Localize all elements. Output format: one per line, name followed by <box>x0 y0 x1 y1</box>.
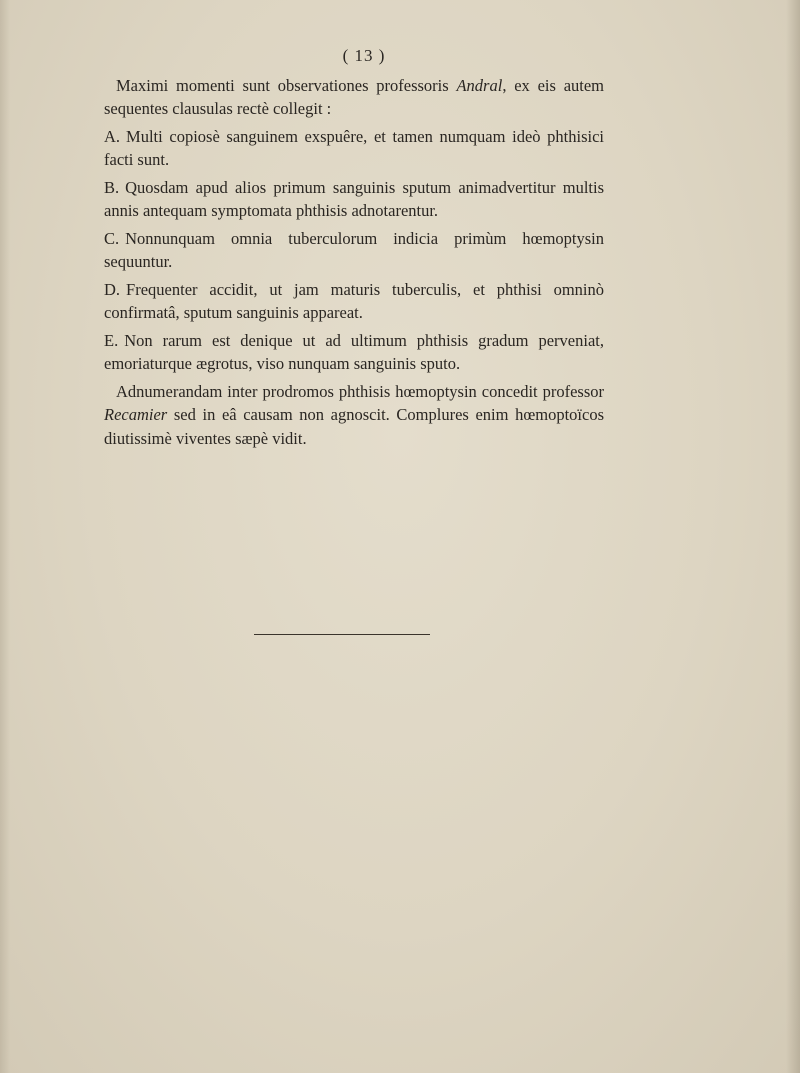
item-text: Multi copiosè sanguinem exspuêre, et tamen numquam ideò phthisici facti sunt. <box>104 126 604 169</box>
author-name-andral: Andral <box>456 75 503 95</box>
closing-text-start: Adnumerandam inter prodromos phthisis hœmoptysin concedit professor <box>116 381 604 401</box>
list-item <box>104 227 604 274</box>
item-letter: D. <box>104 279 121 299</box>
closing-text-end: sed in eâ causam non agnoscit. Complures enim hœmoptoïcos diutissimè viventes sæpè vidit. <box>104 405 604 448</box>
page-right-edge <box>786 0 800 1073</box>
section-divider <box>254 634 430 635</box>
page-number: ( 13 ) <box>342 46 386 65</box>
list-item <box>104 176 604 223</box>
intro-paragraph <box>104 74 604 121</box>
item-text: Quosdam apud alios primum sanguinis sputum animadvertitur multis annis antequam symptomata phthisis adnotarentur. <box>104 177 604 220</box>
page-left-edge <box>0 0 10 1073</box>
item-text: Frequenter accidit, ut jam maturis tuberculis, et phthisi omninò confirmatâ, sputum sanguinis appareat. <box>104 279 604 322</box>
list-item <box>104 278 604 325</box>
item-letter: B. <box>104 177 120 197</box>
item-letter: E. <box>104 330 119 350</box>
item-letter: A. <box>104 126 121 146</box>
closing-paragraph <box>104 380 604 451</box>
list-item <box>104 125 604 172</box>
intro-text-end: , ex eis autem sequentes clausulas rectè collegit : <box>104 75 605 118</box>
item-letter: C. <box>104 228 120 248</box>
author-name-recamier: Recamier <box>104 405 168 424</box>
item-text: Nonnunquam omnia tuberculorum indicia primùm hœmoptysin sequuntur. <box>104 228 604 271</box>
item-text: Non rarum est denique ut ad ultimum phthisis gradum perveniat, emoriaturque ægrotus, viso nunquam sanguinis sputo. <box>104 330 604 373</box>
text-block <box>104 44 604 454</box>
list-item <box>104 329 604 376</box>
intro-text-start: Maximi momenti sunt observationes professoris <box>116 75 457 95</box>
